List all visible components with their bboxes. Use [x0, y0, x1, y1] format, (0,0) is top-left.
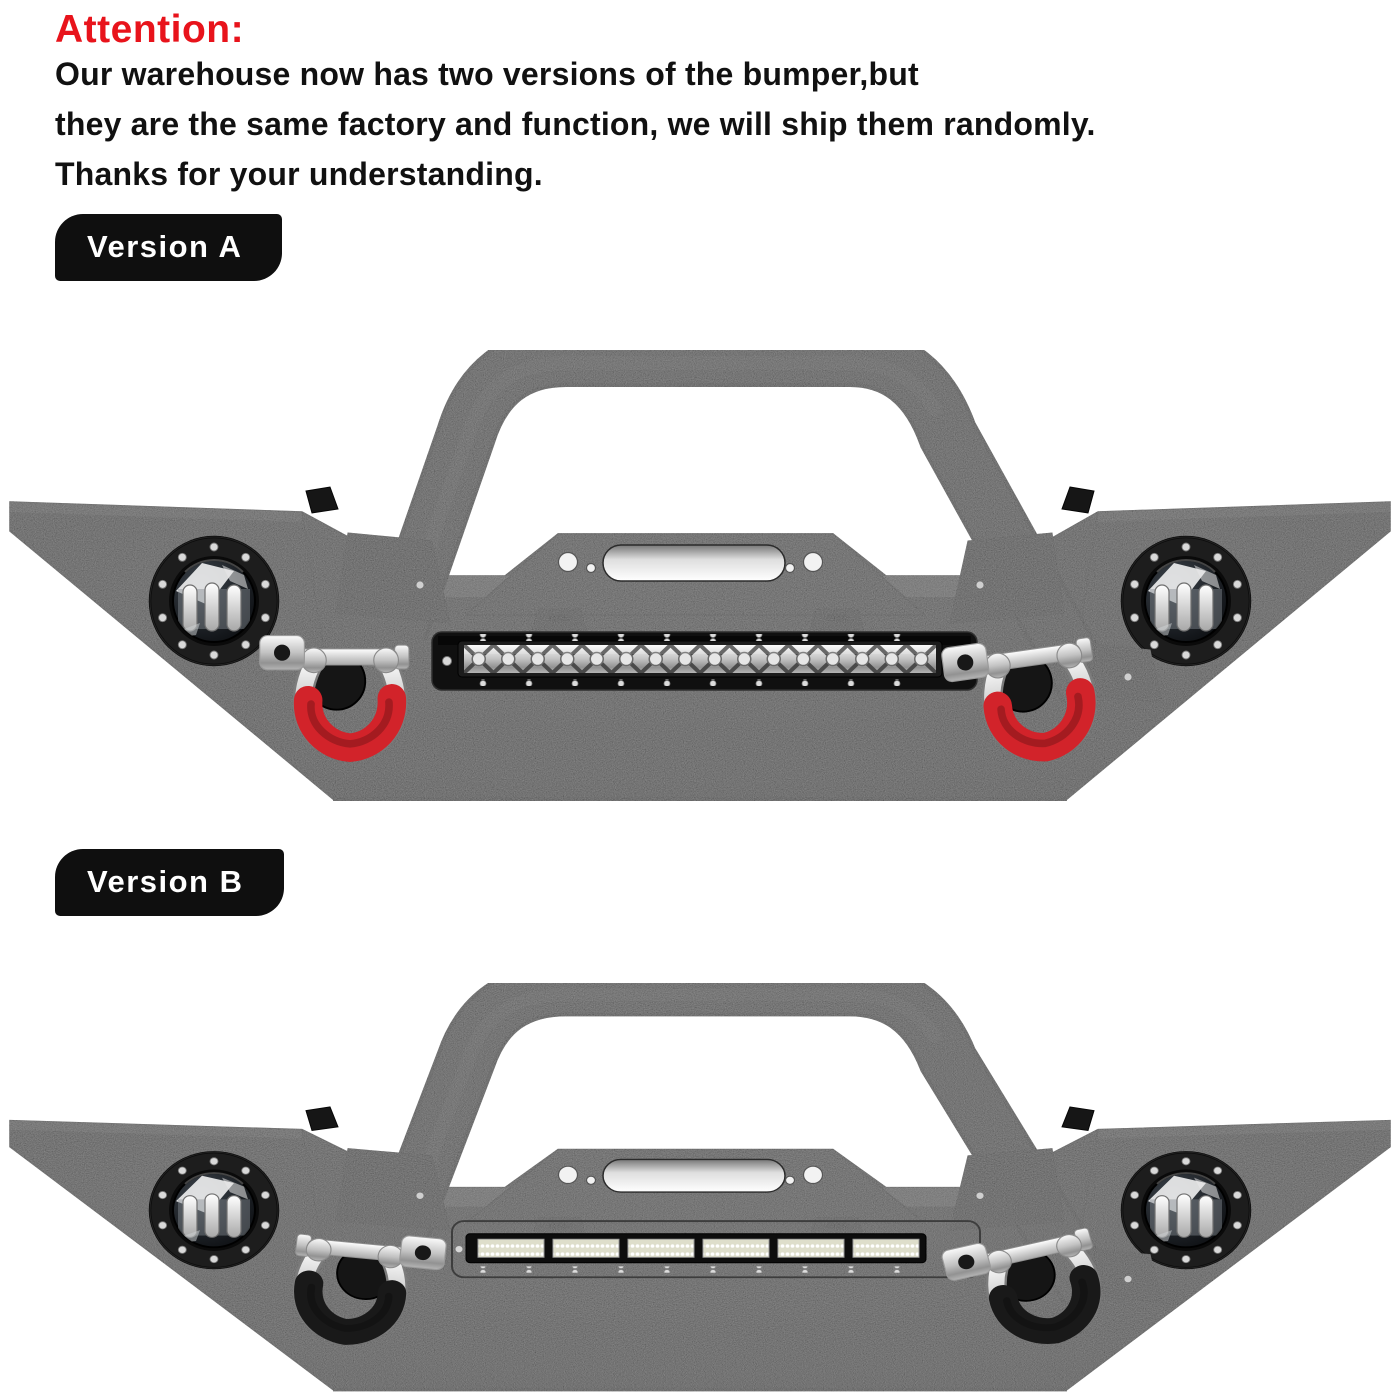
attention-line-3: Thanks for your understanding.: [55, 156, 543, 192]
attention-line-1: Our warehouse now has two versions of the bumper,but: [55, 56, 919, 92]
attention-line-2: they are the same factory and function, we will ship them randomly.: [55, 106, 1096, 142]
bumper-version-a-photo: [0, 295, 1400, 805]
attention-heading: Attention:: [55, 8, 245, 51]
bumper-b-illustration: [0, 933, 1400, 1395]
version-b-badge: Version B: [55, 849, 284, 916]
bumper-version-b-photo: [0, 933, 1400, 1395]
attention-block: [55, 8, 1355, 208]
led-light-bar-chrome: [432, 632, 977, 690]
version-a-badge: Version A: [55, 214, 282, 281]
bumper-a-illustration: [0, 295, 1400, 805]
